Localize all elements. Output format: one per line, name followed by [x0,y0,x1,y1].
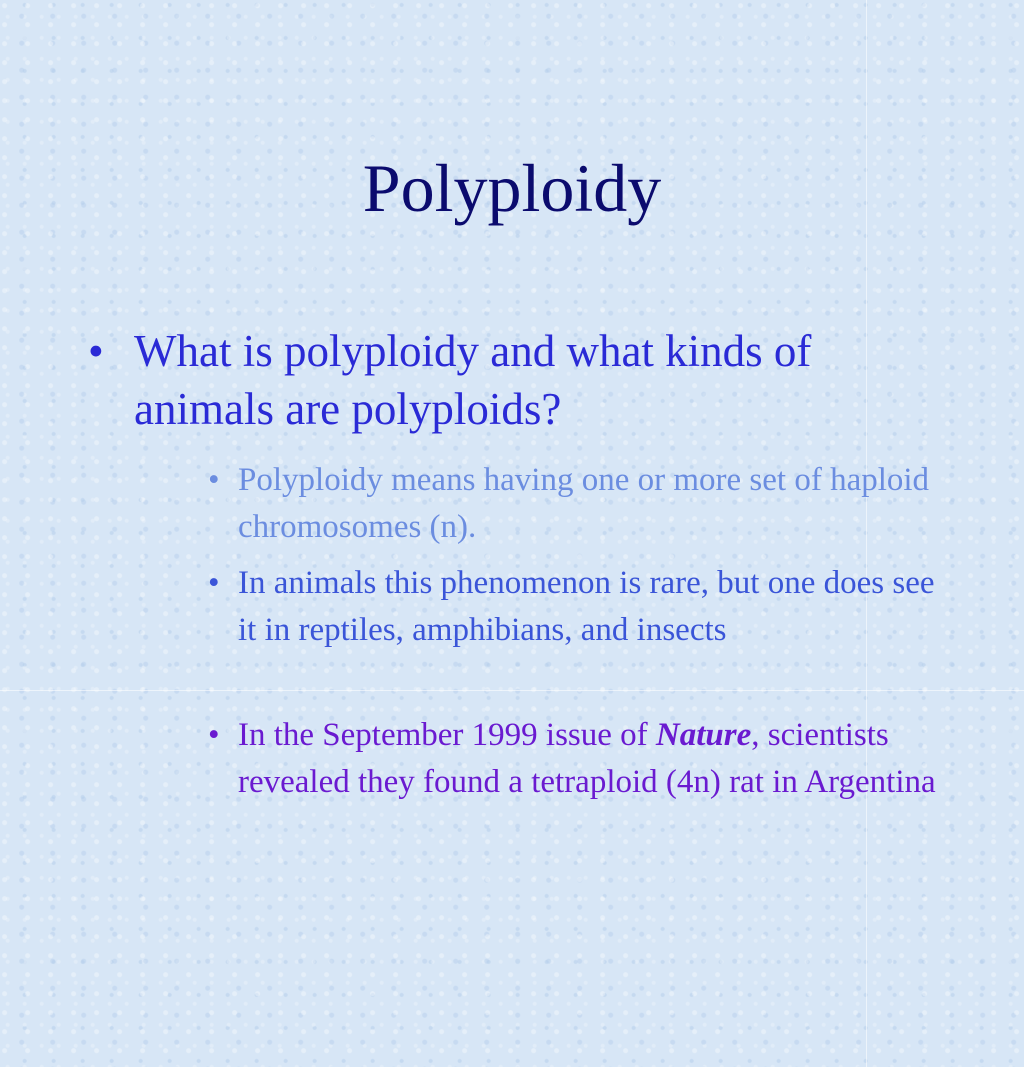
sub-bullet-text: Polyploidy means having one or more set of haploid chromosomes (n). [238,462,930,545]
journal-name-emphasis: Nature [655,717,752,753]
sub-bullet-text: In animals this phenomenon is rare, but one does see it in reptiles, amphibians, and insects [238,565,935,648]
bullet-marker: • [208,717,220,753]
text-after-emphasis: , scientists revealed they found a tetraploid (4n) rat in Argentina [238,717,936,800]
bullet-marker: • [208,565,220,601]
slide-title: Polyploidy [362,150,662,226]
background-tile-seam-horizontal [0,690,1024,691]
text-before-emphasis: In the September 1999 issue of [238,717,656,753]
bullet-marker: • [208,462,220,498]
sub-bullet-text [238,712,938,806]
main-bullet-text: What is polyploidy and what kinds of animals are polyploids? [134,326,812,434]
sub-bullet-nature [208,712,938,806]
sub-bullet-animals [208,560,938,654]
main-bullet [88,322,888,438]
bullet-marker: • [88,326,104,376]
sub-bullet-definition [208,457,938,551]
